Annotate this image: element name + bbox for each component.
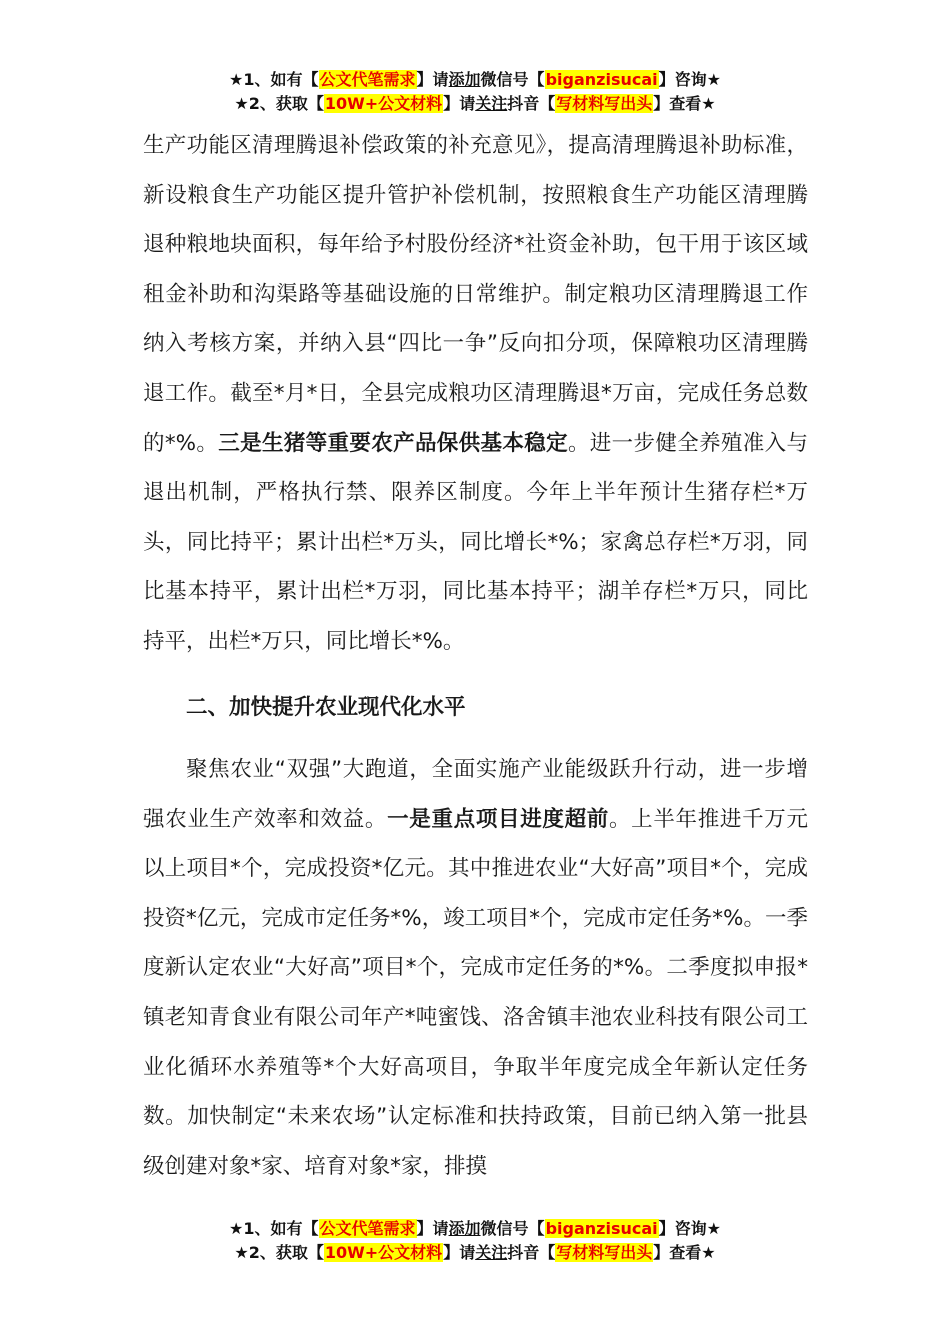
promo-highlight: 公文代笔需求 bbox=[319, 1219, 416, 1238]
promo-line-2 bbox=[0, 1241, 950, 1265]
promo-underlined: 关注 bbox=[475, 94, 508, 113]
section-heading: 二、加快提升农业现代化水平 bbox=[186, 695, 466, 720]
paragraph-text: 聚焦农业“双强”大跑道，全面实施产业能级跃升行动，进一步增强农业生产效率和效益。 bbox=[143, 757, 808, 832]
promo-line-2 bbox=[0, 92, 950, 116]
paragraph-text: 生产功能区清理腾退补偿政策的补充意见》，提高清理腾退补助标准，新设粮食生产功能区提升管护补偿机制，按照粮食生产功能区清理腾退种粮地块面积，每年给予村股份经济*社资金补助，包干用于该区域租金补助和沟渠路等基础设施的日常维护。制定粮功区清理腾退工作纳入考核方案，并纳入县“四比一争”反向扣分项，保障粮功区清理腾退工作。截至*月*日，全县完成粮功区清理腾退*万亩，完成任务总数的*%。 bbox=[143, 133, 808, 456]
paragraph-1 bbox=[143, 121, 808, 667]
promo-text: 抖音【 bbox=[507, 1243, 556, 1262]
paragraph-2 bbox=[143, 745, 808, 1191]
promo-line-1 bbox=[0, 68, 950, 92]
paragraph-bold-lead: 一是重点项目进度超前 bbox=[387, 806, 609, 832]
paragraph-text: 。进一步健全养殖准入与退出机制，严格执行禁、限养区制度。今年上半年预计生猪存栏*万头，同比持平；累计出栏*万头，同比增长*%；家禽总存栏*万羽，同比基本持平，累计出栏*万羽，同比基本持平；湖羊存栏*万只，同比持平，出栏*万只，同比增长*%。 bbox=[143, 430, 808, 654]
promo-wechat-id: biganzisucai bbox=[545, 70, 658, 89]
promo-text: 】请 bbox=[416, 70, 449, 89]
promo-text: 】请 bbox=[416, 1219, 449, 1238]
promo-text: 】请 bbox=[443, 94, 476, 113]
promo-underlined: 添加 bbox=[448, 1219, 481, 1238]
promo-text: 微信号【 bbox=[480, 1219, 545, 1238]
promo-text: 】查看★ bbox=[653, 1243, 716, 1262]
promo-header bbox=[0, 68, 950, 116]
paragraph-bold-lead: 三是生猪等重要农产品保供基本稳定 bbox=[218, 430, 568, 456]
paragraph-text: 。上半年推进千万元以上项目*个，完成投资*亿元。其中推进农业“大好高”项目*个，完成投资*亿元，完成市定任务*%，竣工项目*个，完成市定任务*%。一季度新认定农业“大好高”项目*个，完成市定任务的*%。二季度拟申报*镇老知青食业有限公司年产*吨蜜饯、洛舍镇丰池农业科技有限公司工业化循环水养殖等*个大好高项目，争取半年度完成全年新认定任务数。加快制定“未来农场”认定标准和扶持政策，目前已纳入第一批县级创建对象*家、培育对象*家，排摸 bbox=[143, 806, 808, 1179]
promo-footer bbox=[0, 1217, 950, 1265]
promo-line-1 bbox=[0, 1217, 950, 1241]
promo-underlined: 关注 bbox=[475, 1243, 508, 1262]
promo-text: 微信号【 bbox=[480, 70, 545, 89]
promo-text: 】咨询★ bbox=[658, 1219, 721, 1238]
promo-douyin-id: 写材料写出头 bbox=[556, 94, 653, 113]
promo-text: ★2、获取【 bbox=[234, 94, 324, 113]
promo-text: 抖音【 bbox=[507, 94, 556, 113]
promo-wechat-id: biganzisucai bbox=[545, 1219, 658, 1238]
promo-douyin-id: 写材料写出头 bbox=[556, 1243, 653, 1262]
promo-text: ★1、如有【 bbox=[229, 70, 319, 89]
promo-text: ★1、如有【 bbox=[229, 1219, 319, 1238]
promo-text: 】查看★ bbox=[653, 94, 716, 113]
promo-highlight: 10W+公文材料 bbox=[324, 94, 443, 113]
promo-text: 】咨询★ bbox=[658, 70, 721, 89]
promo-underlined: 添加 bbox=[448, 70, 481, 89]
promo-text: 】请 bbox=[443, 1243, 476, 1262]
promo-highlight: 公文代笔需求 bbox=[319, 70, 416, 89]
promo-text: ★2、获取【 bbox=[234, 1243, 324, 1262]
promo-highlight: 10W+公文材料 bbox=[324, 1243, 443, 1262]
